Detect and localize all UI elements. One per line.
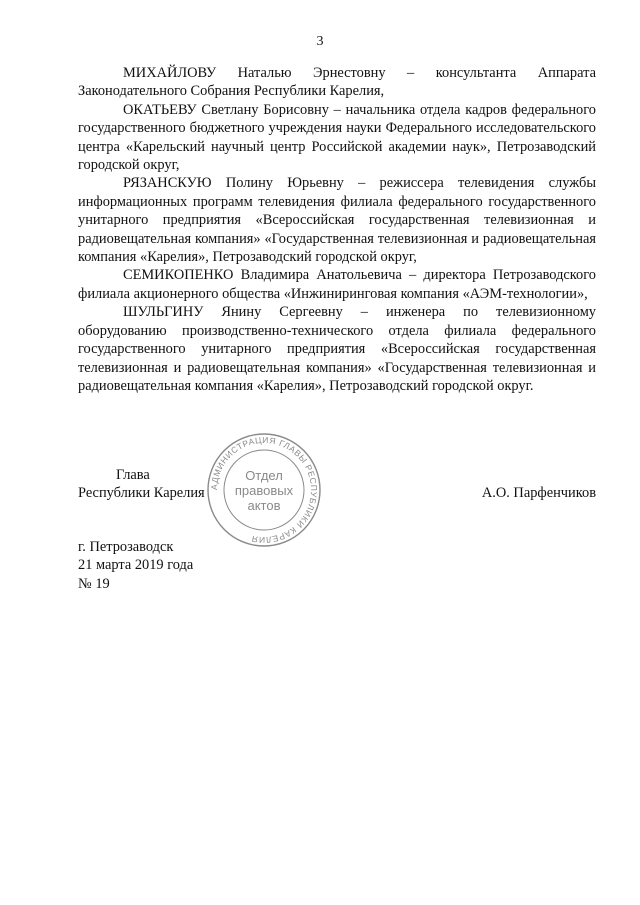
footer-number: № 19 (78, 575, 110, 592)
signature-block (78, 466, 596, 503)
stamp-seal (204, 430, 324, 550)
page-number: 3 (316, 34, 324, 49)
paragraph-okatyeva: ОКАТЬЕВУ Светлану Борисовну – начальника отдела кадров федерального государственного бюджетного учреждения науки Федерального исследовательского центра «Карельский научный центр Российской академии наук», Петрозаводский городской округ, (78, 101, 596, 174)
paragraph-shulgina: ШУЛЬГИНУ Янину Сергеевну – инженера по телевизионному оборудованию производственно-технического отдела филиала федерального государственного унитарного предприятия «Всероссийская государственная телевизионная и радиовещательная компания» «Государственная телевизионная и радиовещательная компания «Карелия», Петрозаводский городской округ. (78, 304, 596, 394)
footer-city: г. Петрозаводск (78, 539, 174, 555)
paragraph-mikhailova: МИХАЙЛОВУ Наталью Эрнестовну – консультанта Аппарата Законодательного Собрания Республики Карелия, (78, 65, 596, 100)
footer-date: 21 марта 2019 года (78, 557, 194, 574)
signatory-position: Республики Карелия (78, 485, 205, 502)
document-body (78, 64, 596, 395)
document-footer (78, 538, 193, 593)
stamp-line-3: актов (247, 498, 281, 513)
paragraph-semikopenko: СЕМИКОПЕНКО Владимира Анатольевича – директора Петрозаводского филиала акционерного общества «Инжиниринговая компания «АЭМ-технологии», (78, 267, 596, 302)
signatory-name: А.О. Парфенчиков (481, 485, 596, 502)
stamp-line-2: правовых (234, 483, 294, 498)
paragraph-ryazanskaya: РЯЗАНСКУЮ Полину Юрьевну – режиссера телевидения службы информационных программ телевидения филиала федерального государственного унитарного предприятия «Всероссийская государственная телевизионная и радиовещательная компания» «Государственная телевизионная и радиовещательная компания «Карелия», Петрозаводский городской округ, (78, 175, 596, 266)
stamp-ring-text: АДМИНИСТРАЦИЯ ГЛАВЫ РЕСПУБЛИКИ КАРЕЛИЯ (208, 434, 320, 546)
stamp-line-1: Отдел (245, 468, 283, 483)
signatory-title: Глава (116, 467, 150, 483)
